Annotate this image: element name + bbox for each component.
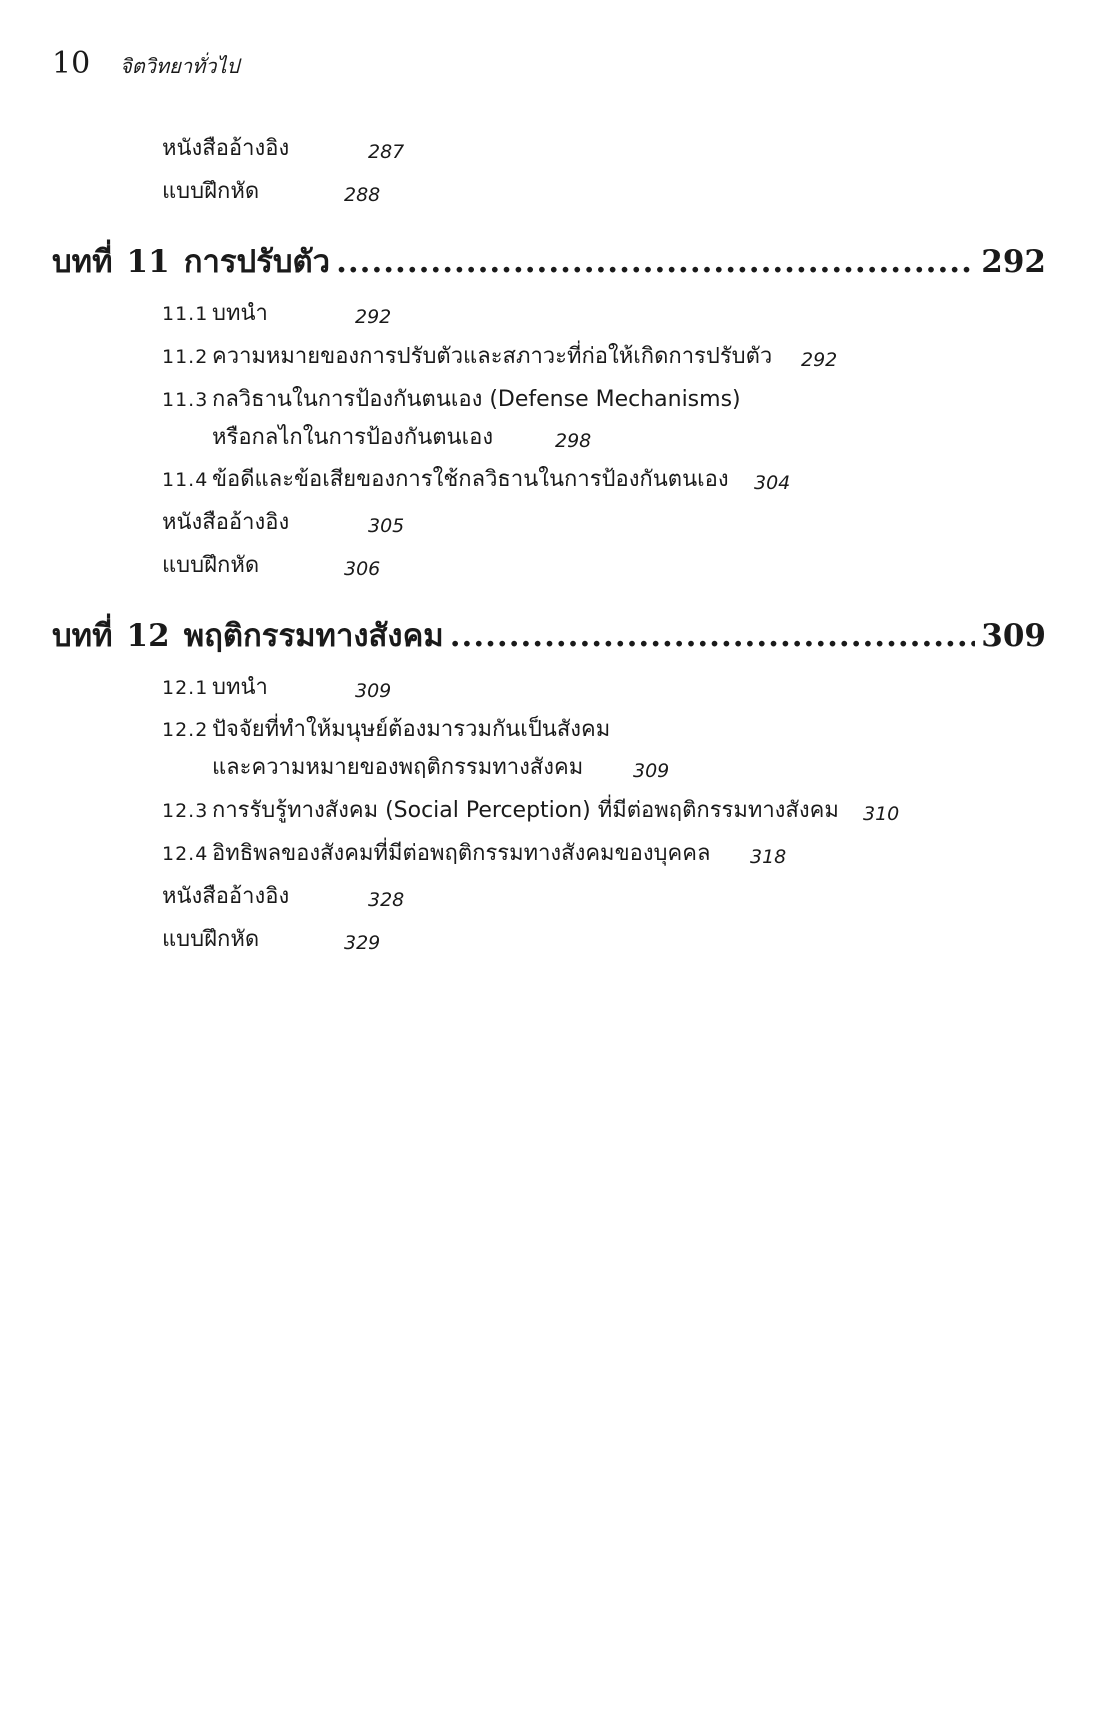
section-number: 12.4 xyxy=(162,843,209,865)
entry-page: 306 xyxy=(344,558,381,580)
section-page: 292 xyxy=(801,349,838,371)
section-number: 11.4 xyxy=(162,469,209,491)
section-number: 12.2 xyxy=(162,719,209,741)
dot-leader xyxy=(336,234,975,290)
section-title: ข้อดีและข้อเสียของการใช้กลวิธานในการป้องกันตนเอง xyxy=(212,467,729,492)
section-title: อิทธิพลของสังคมที่มีต่อพฤติกรรมทางสังคมของบุคคล xyxy=(212,841,711,866)
dot-leader xyxy=(450,608,976,664)
entry-title: แบบฝึกหัด xyxy=(162,179,260,204)
chapter-number: 11 xyxy=(126,244,170,280)
section-page: 298 xyxy=(555,430,592,452)
section-page: 304 xyxy=(754,472,791,494)
chapter-11-heading[interactable] xyxy=(52,234,1046,290)
section-title: กลวิธานในการป้องกันตนเอง (Defense Mechanisms) xyxy=(212,387,741,412)
section-title: ความหมายของการปรับตัวและสภาวะที่ก่อให้เกิดการปรับตัว xyxy=(212,344,773,369)
entry-title: หนังสืออ้างอิง xyxy=(162,510,290,535)
chapter-title: การปรับตัว xyxy=(183,244,331,280)
section-page: 318 xyxy=(750,846,787,868)
section-page: 309 xyxy=(355,680,392,702)
section-title-continued: และความหมายของพฤติกรรมทางสังคม xyxy=(212,755,584,780)
chapter-label: บทที่ xyxy=(52,618,113,654)
book-title: จิตวิทยาทั่วไป xyxy=(120,54,240,78)
chapter-label: บทที่ xyxy=(52,244,113,280)
chapter-title: พฤติกรรมทางสังคม xyxy=(183,618,444,654)
entry-title: แบบฝึกหัด xyxy=(162,927,260,952)
section-page: 292 xyxy=(355,306,392,328)
section-number: 11.3 xyxy=(162,389,209,411)
section-title: บทนำ xyxy=(212,675,268,700)
section-page: 310 xyxy=(863,803,900,825)
section-number: 12.1 xyxy=(162,677,209,699)
entry-page: 305 xyxy=(368,515,405,537)
entry-page: 288 xyxy=(344,184,381,206)
entry-title: แบบฝึกหัด xyxy=(162,553,260,578)
entry-page: 287 xyxy=(368,141,405,163)
chapter-number: 12 xyxy=(126,618,170,654)
section-page: 309 xyxy=(633,760,670,782)
chapter-page: 309 xyxy=(981,618,1046,654)
entry-title: หนังสืออ้างอิง xyxy=(162,136,290,161)
section-title-continued: หรือกลไกในการป้องกันตนเอง xyxy=(212,425,494,450)
entry-page: 329 xyxy=(344,932,381,954)
chapter-page: 292 xyxy=(981,244,1046,280)
section-number: 11.1 xyxy=(162,303,209,325)
section-number: 12.3 xyxy=(162,800,209,822)
section-title: ปัจจัยที่ทำให้มนุษย์ต้องมารวมกันเป็นสังคม xyxy=(212,717,611,742)
section-title: การรับรู้ทางสังคม (Social Perception) ที่มีต่อพฤติกรรมทางสังคม xyxy=(212,798,839,823)
entry-title: หนังสืออ้างอิง xyxy=(162,884,290,909)
section-number: 11.2 xyxy=(162,346,209,368)
page-number: 10 xyxy=(52,46,91,81)
chapter-12-heading[interactable] xyxy=(52,608,1046,664)
entry-page: 328 xyxy=(368,889,405,911)
section-title: บทนำ xyxy=(212,301,268,326)
